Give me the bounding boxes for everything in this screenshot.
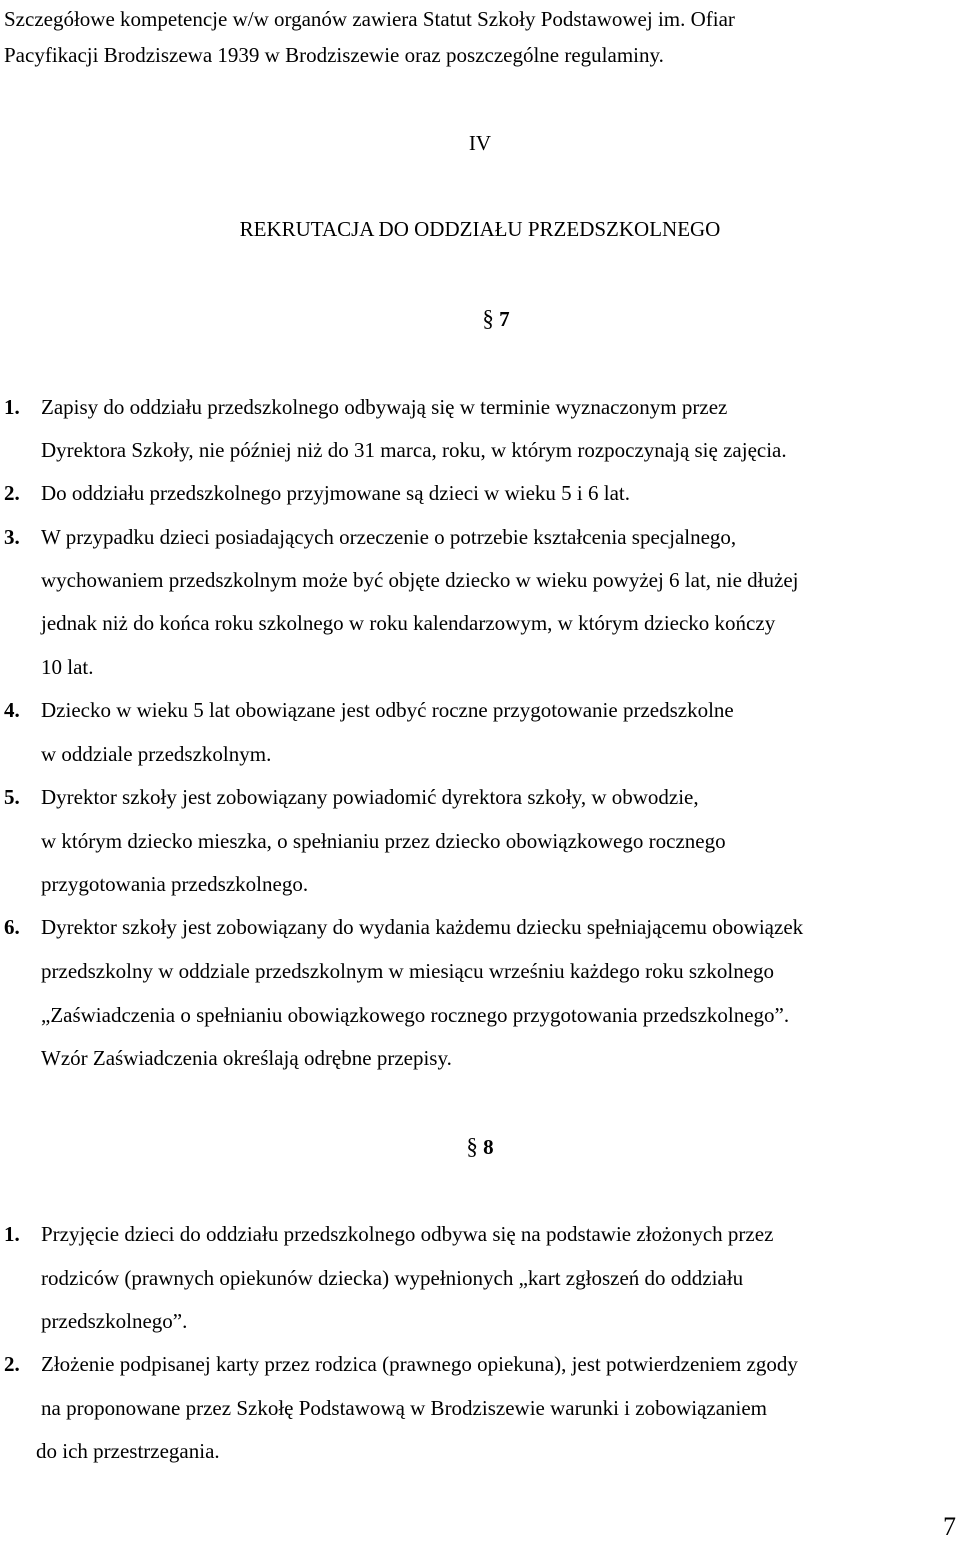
item-text: rodziców (prawnych opiekunów dziecka) wypełnionych „kart zgłoszeń do oddziału (41, 1266, 744, 1290)
paragraph-sign: § (482, 306, 494, 331)
item-number: 1. (4, 395, 20, 419)
paragraph-sign: § (466, 1134, 478, 1159)
page-number: 7 (943, 1512, 956, 1541)
item-text: Złożenie podpisanej karty przez rodzica (prawnego opiekuna), jest potwierdzeniem zgody (41, 1352, 798, 1376)
section-7-number: 7 (499, 307, 510, 331)
item-text: Przyjęcie dzieci do oddziału przedszkolnego odbywa się na podstawie złożonych przez (41, 1222, 774, 1246)
item-text: w oddziale przedszkolnym. (41, 742, 272, 766)
item-text: „Zaświadczenia o spełnianiu obowiązkowego rocznego przygotowania przedszkolnego”. (41, 1003, 790, 1027)
section-8-number: 8 (483, 1135, 494, 1159)
item-number: 2. (4, 481, 20, 505)
item-text: Dziecko w wieku 5 lat obowiązane jest odbyć roczne przygotowanie przedszkolne (41, 698, 734, 722)
item-number: 3. (4, 525, 20, 549)
intro-line-1: Szczegółowe kompetencje w/w organów zawiera Statut Szkoły Podstawowej im. Ofiar (4, 7, 735, 31)
chapter-title: REKRUTACJA DO ODDZIAŁU PRZEDSZKOLNEGO (239, 217, 721, 241)
item-number: 2. (4, 1352, 20, 1376)
item-text: przedszkolny w oddziale przedszkolnym w miesiącu wrześniu każdego roku szkolnego (41, 959, 775, 983)
item-text: Dyrektor szkoły jest zobowiązany powiadomić dyrektora szkoły, w obwodzie, (41, 785, 699, 809)
item-text: 10 lat. (41, 655, 94, 679)
item-text: do ich przestrzegania. (36, 1439, 220, 1463)
item-text: Dyrektor szkoły jest zobowiązany do wydania każdemu dziecku spełniającemu obowiązek (41, 915, 804, 939)
item-text: Do oddziału przedszkolnego przyjmowane są dzieci w wieku 5 i 6 lat. (41, 481, 630, 505)
item-text: wychowaniem przedszkolnym może być objęte dziecko w wieku powyżej 6 lat, nie dłużej (41, 568, 799, 592)
item-text: przygotowania przedszkolnego. (41, 872, 309, 896)
item-text: W przypadku dzieci posiadających orzeczenie o potrzebie kształcenia specjalnego, (41, 525, 737, 549)
item-text: jednak niż do końca roku szkolnego w roku kalendarzowym, w którym dziecko kończy (41, 611, 776, 635)
item-text: Wzór Zaświadczenia określają odrębne przepisy. (41, 1046, 452, 1070)
item-number: 5. (4, 785, 20, 809)
item-text: przedszkolnego”. (41, 1309, 188, 1333)
intro-line-2: Pacyfikacji Brodziszewa 1939 w Brodziszewie oraz poszczególne regulaminy. (4, 43, 664, 67)
item-number: 6. (4, 915, 20, 939)
item-number: 4. (4, 698, 20, 722)
item-text: na proponowane przez Szkołę Podstawową w Brodziszewie warunki i zobowiązaniem (41, 1396, 768, 1420)
section-8-heading (0, 1134, 960, 1160)
item-text: w którym dziecko mieszka, o spełnianiu przez dziecko obowiązkowego rocznego (41, 829, 726, 853)
section-7-heading (16, 306, 960, 332)
chapter-roman-numeral: IV (468, 131, 492, 155)
item-text: Dyrektora Szkoły, nie później niż do 31 marca, roku, w którym rozpoczynają się zajęcia. (41, 438, 787, 462)
item-text: Zapisy do oddziału przedszkolnego odbywają się w terminie wyznaczonym przez (41, 395, 728, 419)
item-number: 1. (4, 1222, 20, 1246)
